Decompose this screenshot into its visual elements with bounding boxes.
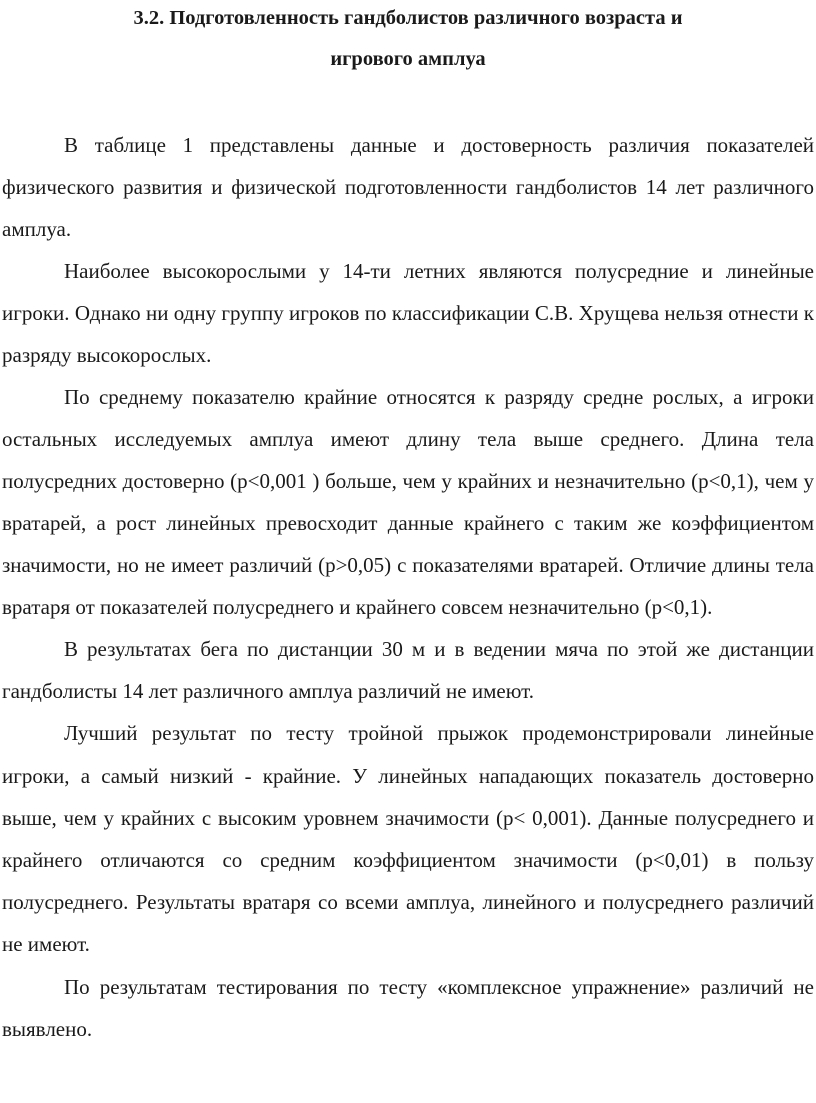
paragraph-complex-exercise: По результатам тестирования по тесту «комплексное упражнение» различий не выявлено. xyxy=(2,974,814,1041)
paragraph-table-intro: В таблице 1 представлены данные и достоверность различия показателей физического развития и физической подготовленности гандболистов 14 лет различного амплуа. xyxy=(2,133,814,241)
section-heading-line-1: 3.2. Подготовленность гандболистов различного возраста и xyxy=(133,7,683,29)
paragraph-triple-jump: Лучший результат по тесту тройной прыжок продемонстрировали линейные игроки, а самый низкий - крайние. У линейных нападающих показатель достоверно выше, чем у крайних с высоким уровнем значимости (р< 0,001). Данные полусреднего и крайнего отличаются со средним коэффициентом значимости (р<0,01) в пользу полусреднего. Результаты вратаря со всеми амплуа, линейного и полусреднего различий не имеют. xyxy=(2,721,814,957)
section-heading-line-2: игрового амплуа xyxy=(330,48,486,70)
paragraph-running-results: В результатах бега по дистанции 30 м и в ведении мяча по этой же дистанции гандболисты 14 лет различного амплуа различий не имеют. xyxy=(2,637,814,704)
paragraph-body-length: По среднему показателю крайние относятся к разряду средне рослых, а игроки остальных исследуемых амплуа имеют длину тела выше среднего. Длина тела полусредних достоверно (р<0,001 ) больше, чем у крайних и незначительно (р<0,1), чем у вратарей, а рост линейных превосходит данные крайнего с таким же коэффициентом значимости, но не имеет различий (р>0,05) с показателями вратарей. Отличие длины тела вратаря от показателей полусреднего и крайнего совсем незначительно (р<0,1). xyxy=(2,385,814,619)
paragraph-tallest-players: Наиболее высокорослыми у 14-ти летних являются полусредние и линейные игроки. Однако ни одну группу игроков по классификации С.В. Хрущева нельзя отнести к разряду высокорослых. xyxy=(2,259,814,367)
document-body xyxy=(2,124,814,1050)
